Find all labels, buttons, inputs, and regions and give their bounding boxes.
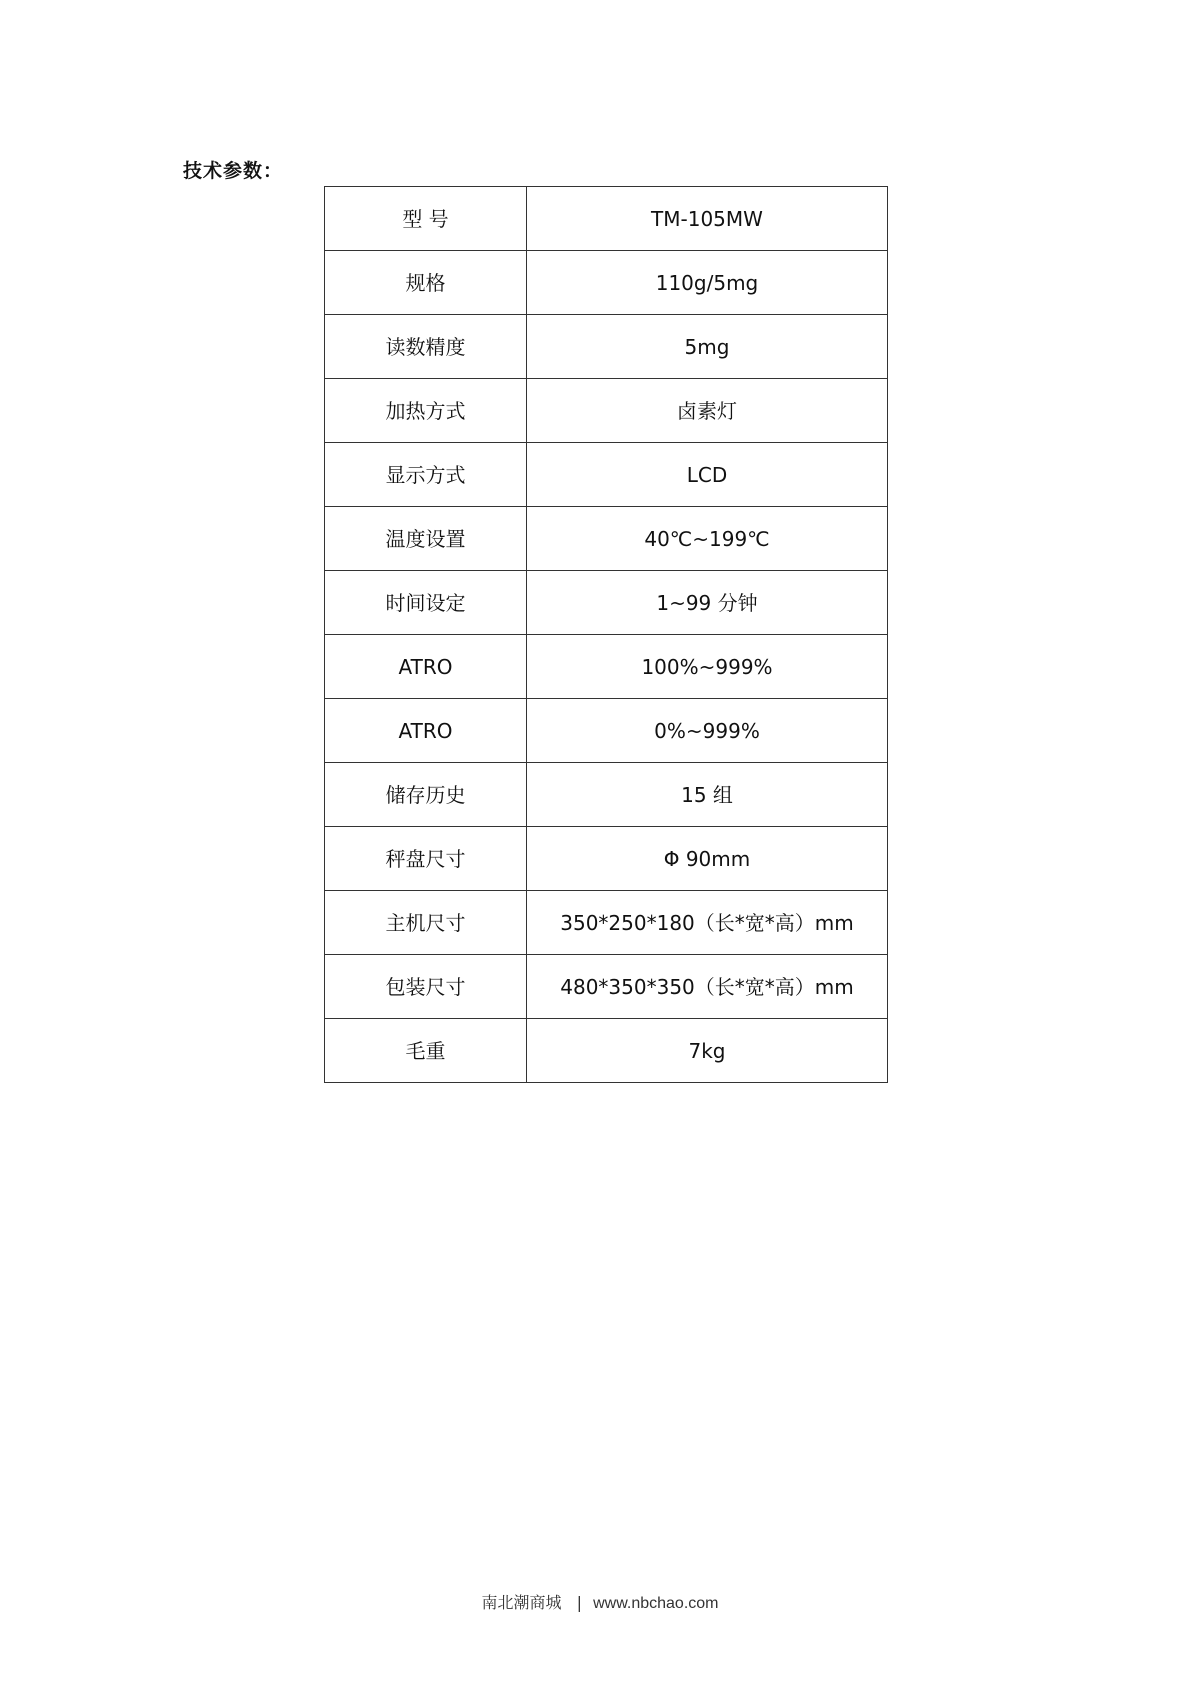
spec-label: ATRO xyxy=(325,699,527,763)
spec-table xyxy=(324,186,888,1083)
spec-table-body xyxy=(325,187,888,1083)
spec-label: 规格 xyxy=(325,251,527,315)
spec-label: 包装尺寸 xyxy=(325,955,527,1019)
spec-row xyxy=(325,699,888,763)
spec-row xyxy=(325,571,888,635)
footer-separator: | xyxy=(576,1593,582,1612)
spec-label: 型 号 xyxy=(325,187,527,251)
spec-row xyxy=(325,827,888,891)
page-footer xyxy=(0,1590,1200,1613)
spec-label: 温度设置 xyxy=(325,507,527,571)
spec-value: 5mg xyxy=(527,315,888,379)
spec-label: ATRO xyxy=(325,635,527,699)
spec-label: 毛重 xyxy=(325,1019,527,1083)
spec-row xyxy=(325,507,888,571)
spec-row xyxy=(325,443,888,507)
spec-label: 储存历史 xyxy=(325,763,527,827)
spec-value: 480*350*350（长*宽*高）mm xyxy=(527,955,888,1019)
spec-label: 时间设定 xyxy=(325,571,527,635)
spec-value: 卤素灯 xyxy=(527,379,888,443)
spec-row xyxy=(325,635,888,699)
spec-label: 显示方式 xyxy=(325,443,527,507)
spec-label: 主机尺寸 xyxy=(325,891,527,955)
spec-value: Φ 90mm xyxy=(527,827,888,891)
spec-label: 秤盘尺寸 xyxy=(325,827,527,891)
spec-row xyxy=(325,1019,888,1083)
spec-label: 读数精度 xyxy=(325,315,527,379)
spec-label: 加热方式 xyxy=(325,379,527,443)
section-title: 技术参数： xyxy=(183,160,284,182)
spec-row xyxy=(325,315,888,379)
spec-value: 1~99 分钟 xyxy=(527,571,888,635)
spec-row xyxy=(325,891,888,955)
spec-row xyxy=(325,955,888,1019)
spec-value: TM-105MW xyxy=(527,187,888,251)
footer-store-name: 南北潮商城 xyxy=(481,1593,562,1612)
spec-value: 100%~999% xyxy=(527,635,888,699)
footer-website-link[interactable]: www.nbchao.com xyxy=(593,1595,719,1612)
spec-value: 7kg xyxy=(527,1019,888,1083)
spec-value: 110g/5mg xyxy=(527,251,888,315)
spec-value: LCD xyxy=(527,443,888,507)
spec-value: 350*250*180（长*宽*高）mm xyxy=(527,891,888,955)
spec-row xyxy=(325,187,888,251)
spec-value: 40℃~199℃ xyxy=(527,507,888,571)
spec-row xyxy=(325,251,888,315)
spec-value: 0%~999% xyxy=(527,699,888,763)
spec-row xyxy=(325,763,888,827)
spec-row xyxy=(325,379,888,443)
spec-value: 15 组 xyxy=(527,763,888,827)
